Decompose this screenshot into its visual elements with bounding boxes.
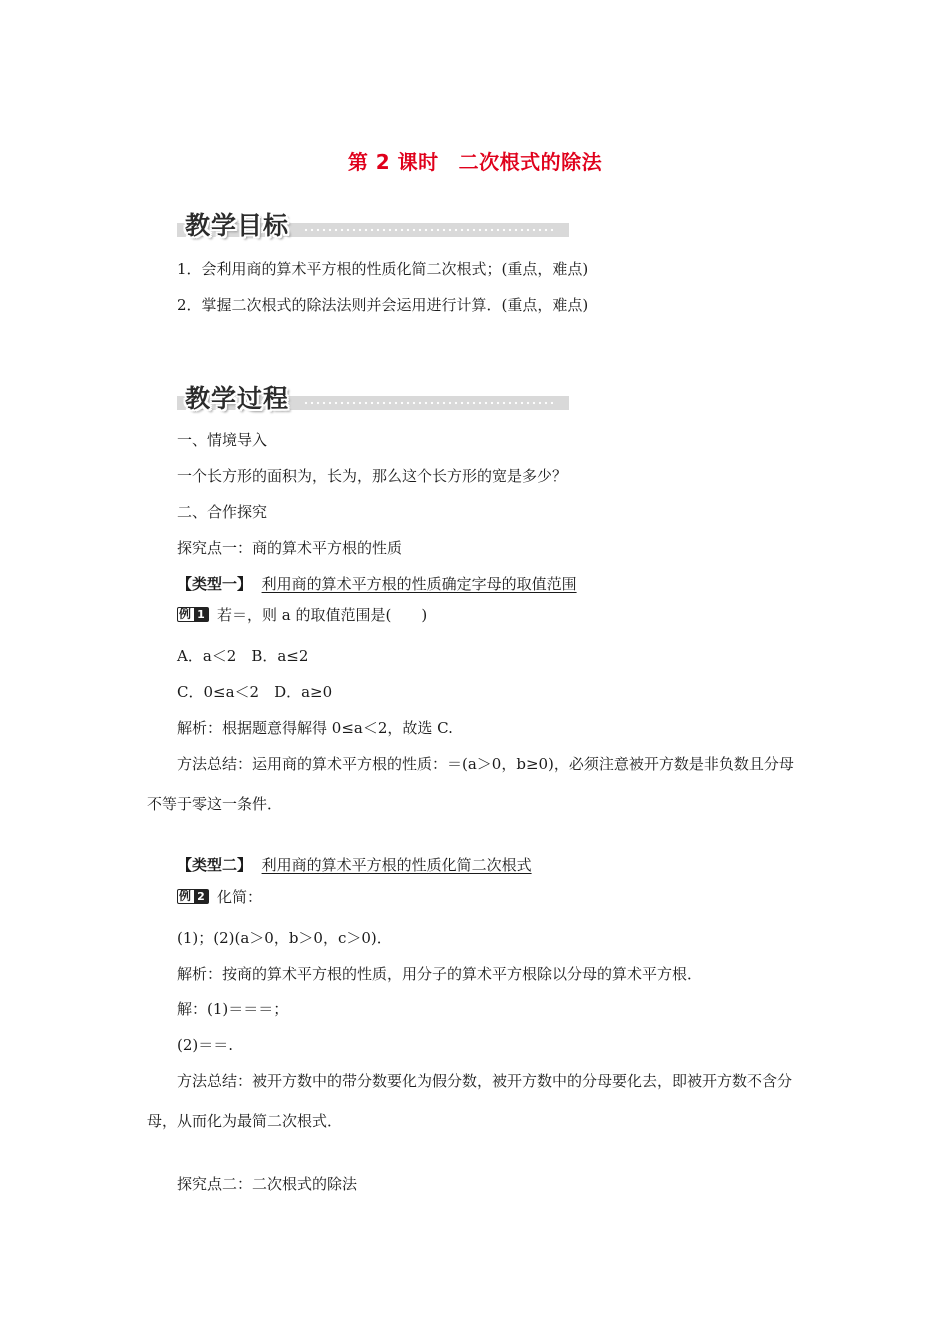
example-1-text: 若＝，则 a 的取值范围是( ) <box>217 606 428 624</box>
example-2-solution-1: 解：(1)＝＝＝； <box>177 1000 289 1018</box>
page-title <box>0 146 950 175</box>
type-2-tag: 【类型二】 <box>177 856 253 874</box>
example-badge-1: 例 1 <box>177 607 209 622</box>
section-label-process: 教学过程 <box>185 384 290 413</box>
goal-item-2: 2．掌握二次根式的除法法则并会运用进行计算．(重点，难点) <box>177 296 589 314</box>
example-1-analysis: 解析：根据题意得解得 0≤a＜2，故选 C. <box>177 719 453 737</box>
example-2 <box>177 887 262 907</box>
heading-situation-intro: 一、情境导入 <box>177 431 268 449</box>
options-ab: A．a＜2 B．a≤2 <box>177 647 309 665</box>
type-1-heading <box>177 574 577 594</box>
example-2-text: 化简： <box>217 888 263 906</box>
section-dots <box>303 228 553 232</box>
title-topic: 二次根式的除法 <box>458 150 603 174</box>
section-label-goals: 教学目标 <box>185 211 290 240</box>
section-header-process <box>177 379 569 411</box>
intro-question: 一个长方形的面积为，长为，那么这个长方形的宽是多少？ <box>177 467 568 485</box>
example-2-analysis: 解析：按商的算术平方根的性质，用分子的算术平方根除以分母的算术平方根． <box>177 965 703 983</box>
example-1 <box>177 605 427 625</box>
goal-item-1: 1．会利用商的算术平方根的性质化简二次根式；(重点，难点) <box>177 260 589 278</box>
type-2-heading <box>177 855 532 875</box>
example-badge-2: 例 2 <box>177 889 209 904</box>
example-2-method-summary: 方法总结：被开方数中的带分数要化为假分数，被开方数中的分母要化去，即被开方数不含分母，从而化为最简二次根式． <box>147 1072 793 1130</box>
type-1-title: 利用商的算术平方根的性质确定字母的取值范围 <box>261 575 577 593</box>
example-2-items: (1)；(2)(a＞0，b＞0，c＞0)． <box>177 929 392 947</box>
type-1-tag: 【类型一】 <box>177 575 253 593</box>
heading-cooperative-inquiry: 二、合作探究 <box>177 503 268 521</box>
inquiry-point-2: 探究点二：二次根式的除法 <box>177 1175 358 1193</box>
section-dots <box>303 401 553 405</box>
options-cd: C．0≤a＜2 D．a≥0 <box>177 683 333 701</box>
section-header-goals <box>177 206 569 238</box>
type-2-title: 利用商的算术平方根的性质化简二次根式 <box>261 856 532 874</box>
title-lesson-number: 第 2 课时 <box>347 150 439 174</box>
example-1-method-summary: 方法总结：运用商的算术平方根的性质：＝(a＞0，b≥0)，必须注意被开方数是非负数且分母不等于零这一条件． <box>147 755 794 813</box>
example-2-solution-2: (2)＝＝. <box>177 1036 234 1054</box>
inquiry-point-1: 探究点一：商的算术平方根的性质 <box>177 539 403 557</box>
